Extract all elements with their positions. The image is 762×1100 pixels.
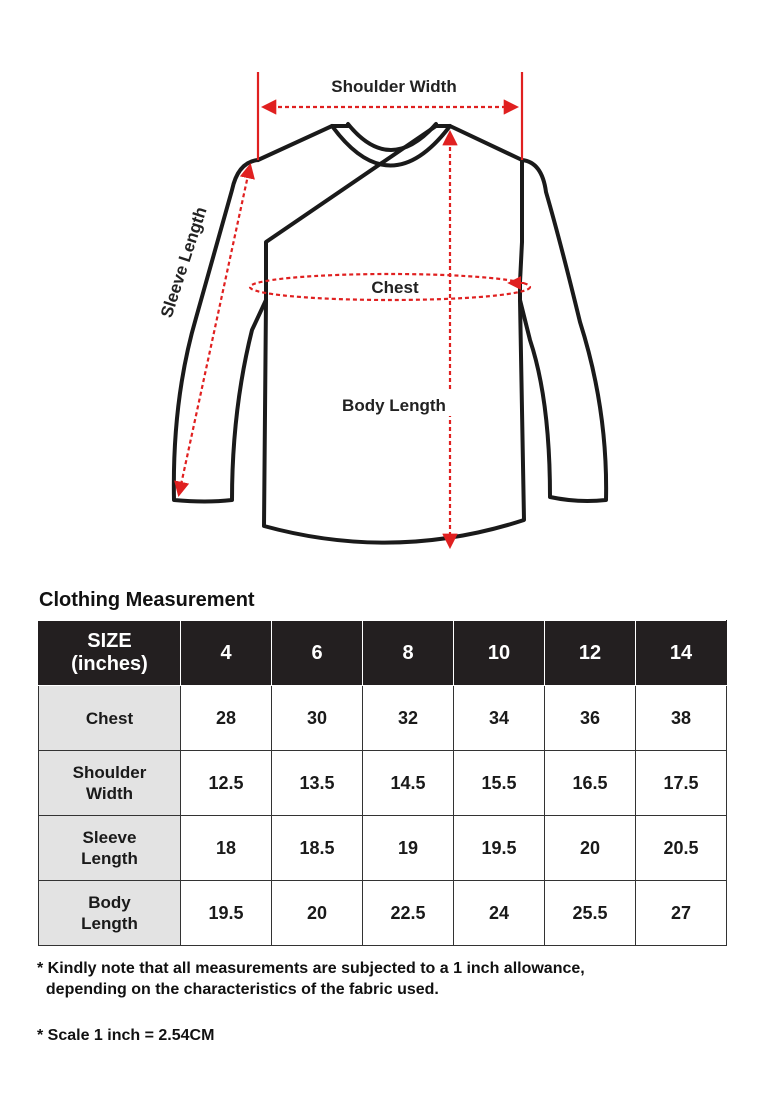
row-label-line1: Sleeve bbox=[82, 828, 137, 847]
size-header-8: 8 bbox=[363, 621, 454, 686]
size-header-line2: (inches) bbox=[71, 653, 148, 675]
row-label-line2: Length bbox=[81, 914, 138, 933]
table-cell: 14.5 bbox=[363, 751, 454, 816]
row-label-line1: Chest bbox=[85, 708, 134, 728]
table-cell: 30 bbox=[272, 686, 363, 751]
row-label-sleeve-length bbox=[39, 816, 181, 881]
table-cell: 32 bbox=[363, 686, 454, 751]
table-cell: 20 bbox=[545, 816, 636, 881]
row-label-line1: Shoulder bbox=[72, 763, 147, 782]
size-header-cell bbox=[39, 621, 181, 686]
size-header-4: 4 bbox=[181, 621, 272, 686]
table-cell: 20 bbox=[272, 881, 363, 946]
allowance-note-line1: * Kindly note that all measurements are subjected to a 1 inch allowance, bbox=[37, 960, 585, 977]
table-cell: 25.5 bbox=[545, 881, 636, 946]
table-cell: 20.5 bbox=[636, 816, 727, 881]
sleeve-length-label: Sleeve Length bbox=[156, 204, 211, 321]
size-header-12: 12 bbox=[545, 621, 636, 686]
scale-note: * Scale 1 inch = 2.54CM bbox=[37, 1027, 215, 1044]
row-label-line2: Width bbox=[85, 784, 134, 803]
table-cell: 13.5 bbox=[272, 751, 363, 816]
table-cell: 36 bbox=[545, 686, 636, 751]
size-header-line1: SIZE bbox=[87, 630, 132, 652]
table-cell: 28 bbox=[181, 686, 272, 751]
size-chart-table bbox=[38, 620, 727, 946]
chest-label: Chest bbox=[371, 278, 419, 297]
sweater-outline bbox=[174, 124, 606, 543]
row-label-shoulder-width bbox=[39, 751, 181, 816]
table-cell: 15.5 bbox=[454, 751, 545, 816]
row-label-line2: Length bbox=[81, 849, 138, 868]
table-cell: 19 bbox=[363, 816, 454, 881]
body-length-label: Body Length bbox=[342, 396, 446, 415]
table-row-shoulder-width bbox=[39, 751, 727, 816]
table-row-chest bbox=[39, 686, 727, 751]
shoulder-width-label: Shoulder Width bbox=[331, 77, 457, 96]
table-row-body-length bbox=[39, 881, 727, 946]
table-cell: 34 bbox=[454, 686, 545, 751]
table-title: Clothing Measurement bbox=[39, 589, 255, 611]
table-cell: 27 bbox=[636, 881, 727, 946]
allowance-note bbox=[37, 958, 585, 1000]
table-cell: 17.5 bbox=[636, 751, 727, 816]
table-cell: 38 bbox=[636, 686, 727, 751]
table-row-sleeve-length bbox=[39, 816, 727, 881]
size-header-10: 10 bbox=[454, 621, 545, 686]
table-cell: 19.5 bbox=[454, 816, 545, 881]
table-cell: 22.5 bbox=[363, 881, 454, 946]
table-cell: 16.5 bbox=[545, 751, 636, 816]
allowance-note-line2: depending on the characteristics of the fabric used. bbox=[37, 981, 439, 998]
table-cell: 19.5 bbox=[181, 881, 272, 946]
table-cell: 18 bbox=[181, 816, 272, 881]
table-cell: 24 bbox=[454, 881, 545, 946]
row-label-chest bbox=[39, 686, 181, 751]
row-label-body-length bbox=[39, 881, 181, 946]
table-cell: 18.5 bbox=[272, 816, 363, 881]
header-row bbox=[39, 621, 727, 686]
table-cell: 12.5 bbox=[181, 751, 272, 816]
size-header-14: 14 bbox=[636, 621, 727, 686]
size-header-6: 6 bbox=[272, 621, 363, 686]
row-label-line1: Body bbox=[88, 893, 131, 912]
